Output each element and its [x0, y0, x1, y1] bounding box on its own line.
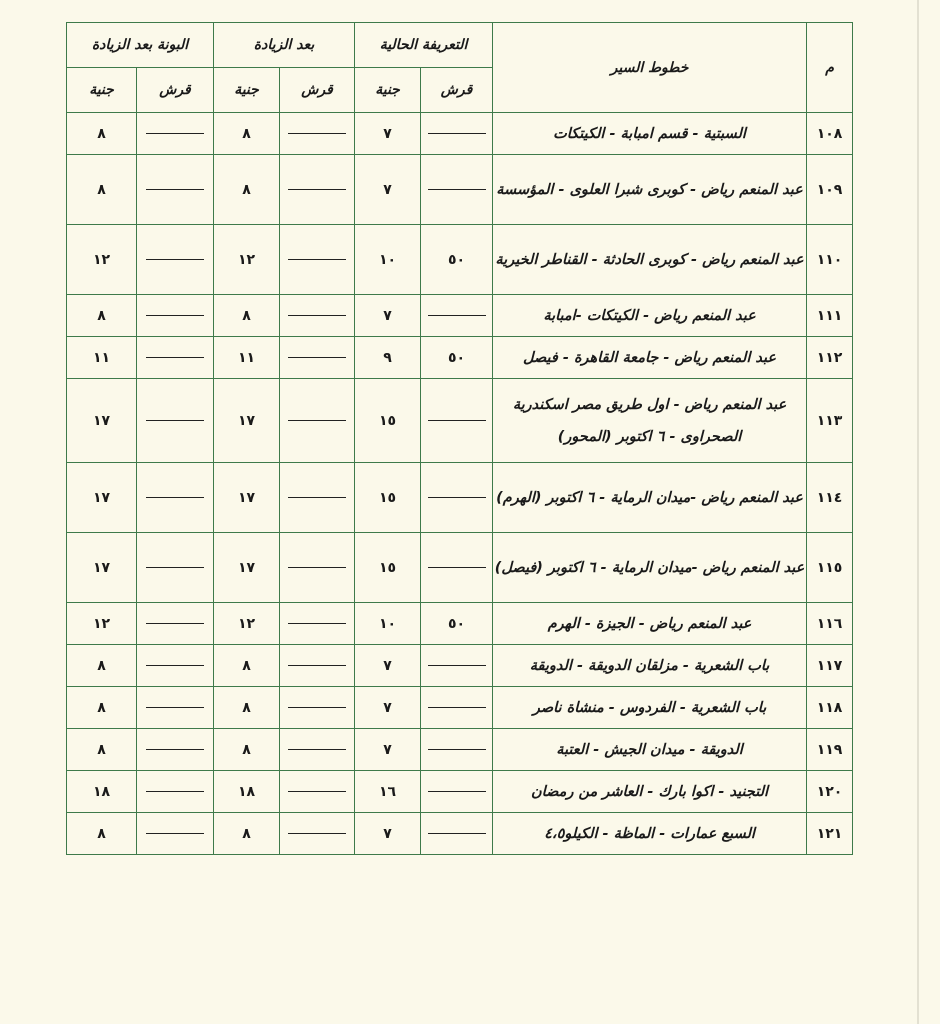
current-pound-cell: ٧	[355, 113, 421, 155]
route-name: عبد المنعم رياض -ميدان الرماية - ٦ اكتوبر (فيصل)	[493, 533, 807, 603]
route-number: ١١١	[807, 295, 853, 337]
coupon-pound-cell: ١٨	[67, 771, 137, 813]
after-pound-cell: ١٧	[214, 379, 280, 463]
empty-dash-mark	[146, 133, 204, 134]
current-piaster-cell	[421, 645, 493, 687]
coupon-pound-cell: ١٧	[67, 379, 137, 463]
coupon-piaster-cell	[137, 463, 214, 533]
empty-dash-mark	[428, 791, 486, 792]
route-number: ١٢١	[807, 813, 853, 855]
header-index: م	[807, 23, 853, 113]
empty-dash-mark	[288, 420, 346, 421]
route-name: الدويقة - ميدان الجيش - العتبة	[493, 729, 807, 771]
table-row	[67, 645, 853, 687]
route-name: عبد المنعم رياض -ميدان الرماية - ٦ اكتوبر (الهرم)	[493, 463, 807, 533]
coupon-pound-cell: ١٢	[67, 603, 137, 645]
after-piaster-cell	[280, 337, 355, 379]
current-pound-cell: ١٠	[355, 603, 421, 645]
after-pound-cell: ٨	[214, 155, 280, 225]
after-piaster-cell	[280, 645, 355, 687]
empty-dash-mark	[428, 420, 486, 421]
current-piaster-cell	[421, 533, 493, 603]
table-row	[67, 771, 853, 813]
route-name: التجنيد - اكوا بارك - العاشر من رمضان	[493, 771, 807, 813]
table-row	[67, 225, 853, 295]
route-number: ١١٥	[807, 533, 853, 603]
empty-dash-mark	[288, 833, 346, 834]
after-piaster-cell	[280, 113, 355, 155]
header-after-increase: بعد الزيادة	[214, 23, 355, 68]
coupon-pound-cell: ٨	[67, 295, 137, 337]
coupon-pound-cell: ٨	[67, 155, 137, 225]
header-coupon-after-increase: البونة بعد الزيادة	[67, 23, 214, 68]
route-number: ١١٣	[807, 379, 853, 463]
header-current-piaster: قرش	[421, 68, 493, 113]
current-piaster-cell	[421, 155, 493, 225]
coupon-piaster-cell	[137, 603, 214, 645]
after-piaster-cell	[280, 463, 355, 533]
after-pound-cell: ٨	[214, 645, 280, 687]
empty-dash-mark	[428, 665, 486, 666]
coupon-piaster-cell	[137, 729, 214, 771]
route-number: ١١٧	[807, 645, 853, 687]
current-pound-cell: ٧	[355, 645, 421, 687]
header-after-piaster: قرش	[280, 68, 355, 113]
route-name: عبد المنعم رياض - كوبرى الحادثة - القناطر الخيرية	[493, 225, 807, 295]
after-pound-cell: ٨	[214, 295, 280, 337]
route-number: ١١٠	[807, 225, 853, 295]
page-edge-line	[917, 0, 919, 1024]
after-piaster-cell	[280, 603, 355, 645]
after-pound-cell: ٨	[214, 687, 280, 729]
coupon-piaster-cell	[137, 533, 214, 603]
table-row	[67, 155, 853, 225]
after-piaster-cell	[280, 729, 355, 771]
coupon-piaster-cell	[137, 687, 214, 729]
after-pound-cell: ١٧	[214, 463, 280, 533]
table-row	[67, 337, 853, 379]
current-pound-cell: ٩	[355, 337, 421, 379]
after-piaster-cell	[280, 295, 355, 337]
empty-dash-mark	[428, 315, 486, 316]
current-pound-cell: ١٥	[355, 463, 421, 533]
current-pound-cell: ٧	[355, 729, 421, 771]
empty-dash-mark	[146, 567, 204, 568]
coupon-piaster-cell	[137, 771, 214, 813]
empty-dash-mark	[146, 357, 204, 358]
coupon-pound-cell: ١٧	[67, 463, 137, 533]
empty-dash-mark	[288, 133, 346, 134]
current-pound-cell: ٧	[355, 295, 421, 337]
coupon-piaster-cell	[137, 379, 214, 463]
empty-dash-mark	[146, 749, 204, 750]
route-number: ١١٢	[807, 337, 853, 379]
route-name: عبد المنعم رياض - اول طريق مصر اسكندرية الصحراوى - ٦ اكتوبر (المحور)	[493, 379, 807, 463]
empty-dash-mark	[428, 707, 486, 708]
route-name: عبد المنعم رياض - الجيزة - الهرم	[493, 603, 807, 645]
table-row	[67, 379, 853, 463]
after-pound-cell: ٨	[214, 113, 280, 155]
header-current-pound: جنية	[355, 68, 421, 113]
after-pound-cell: ٨	[214, 729, 280, 771]
route-name: عبد المنعم رياض - الكيتكات -امبابة	[493, 295, 807, 337]
route-number: ١٠٩	[807, 155, 853, 225]
header-after-pound: جنية	[214, 68, 280, 113]
coupon-pound-cell: ٨	[67, 645, 137, 687]
empty-dash-mark	[288, 707, 346, 708]
route-name: عبد المنعم رياض - جامعة القاهرة - فيصل	[493, 337, 807, 379]
empty-dash-mark	[146, 420, 204, 421]
empty-dash-mark	[428, 567, 486, 568]
coupon-piaster-cell	[137, 155, 214, 225]
empty-dash-mark	[146, 623, 204, 624]
fare-table	[66, 22, 853, 855]
empty-dash-mark	[288, 497, 346, 498]
current-piaster-cell: ٥٠	[421, 225, 493, 295]
current-piaster-cell	[421, 379, 493, 463]
empty-dash-mark	[428, 497, 486, 498]
table-row	[67, 113, 853, 155]
route-name: السبتية - قسم امبابة - الكيتكات	[493, 113, 807, 155]
after-piaster-cell	[280, 155, 355, 225]
route-name: السبع عمارات - الماظة - الكيلو٤،٥	[493, 813, 807, 855]
fare-table-container	[66, 22, 852, 855]
coupon-pound-cell: ١١	[67, 337, 137, 379]
table-row	[67, 463, 853, 533]
route-number: ١١٤	[807, 463, 853, 533]
empty-dash-mark	[146, 189, 204, 190]
current-pound-cell: ٧	[355, 687, 421, 729]
empty-dash-mark	[288, 357, 346, 358]
coupon-pound-cell: ٨	[67, 729, 137, 771]
route-number: ١٢٠	[807, 771, 853, 813]
empty-dash-mark	[288, 259, 346, 260]
header-coupon-piaster: قرش	[137, 68, 214, 113]
after-piaster-cell	[280, 379, 355, 463]
empty-dash-mark	[288, 749, 346, 750]
coupon-piaster-cell	[137, 295, 214, 337]
after-pound-cell: ١٨	[214, 771, 280, 813]
after-piaster-cell	[280, 813, 355, 855]
header-coupon-pound: جنية	[67, 68, 137, 113]
current-piaster-cell	[421, 463, 493, 533]
empty-dash-mark	[288, 189, 346, 190]
table-row	[67, 295, 853, 337]
table-row	[67, 533, 853, 603]
current-pound-cell: ٧	[355, 813, 421, 855]
route-number: ١١٦	[807, 603, 853, 645]
after-pound-cell: ٨	[214, 813, 280, 855]
empty-dash-mark	[428, 133, 486, 134]
route-number: ١٠٨	[807, 113, 853, 155]
empty-dash-mark	[288, 665, 346, 666]
table-row	[67, 729, 853, 771]
current-pound-cell: ٧	[355, 155, 421, 225]
current-piaster-cell	[421, 295, 493, 337]
header-current-fare: التعريفة الحالية	[355, 23, 493, 68]
empty-dash-mark	[146, 791, 204, 792]
current-pound-cell: ١٠	[355, 225, 421, 295]
after-piaster-cell	[280, 687, 355, 729]
after-pound-cell: ١١	[214, 337, 280, 379]
after-pound-cell: ١٢	[214, 603, 280, 645]
empty-dash-mark	[146, 707, 204, 708]
current-piaster-cell	[421, 813, 493, 855]
coupon-piaster-cell	[137, 813, 214, 855]
route-number: ١١٨	[807, 687, 853, 729]
empty-dash-mark	[146, 665, 204, 666]
empty-dash-mark	[428, 189, 486, 190]
current-piaster-cell	[421, 113, 493, 155]
route-number: ١١٩	[807, 729, 853, 771]
header-route: خطوط السير	[493, 23, 807, 113]
empty-dash-mark	[146, 315, 204, 316]
empty-dash-mark	[428, 749, 486, 750]
coupon-piaster-cell	[137, 113, 214, 155]
after-pound-cell: ١٧	[214, 533, 280, 603]
table-row	[67, 603, 853, 645]
empty-dash-mark	[288, 567, 346, 568]
fare-table-body	[67, 113, 853, 855]
current-piaster-cell: ٥٠	[421, 603, 493, 645]
coupon-pound-cell: ١٢	[67, 225, 137, 295]
current-pound-cell: ١٦	[355, 771, 421, 813]
empty-dash-mark	[146, 833, 204, 834]
table-row	[67, 687, 853, 729]
table-row	[67, 813, 853, 855]
current-piaster-cell: ٥٠	[421, 337, 493, 379]
empty-dash-mark	[146, 497, 204, 498]
empty-dash-mark	[288, 315, 346, 316]
route-name: باب الشعرية - الفردوس - منشاة ناصر	[493, 687, 807, 729]
route-name: عبد المنعم رياض - كوبرى شبرا العلوى - المؤسسة	[493, 155, 807, 225]
empty-dash-mark	[146, 259, 204, 260]
after-piaster-cell	[280, 225, 355, 295]
empty-dash-mark	[428, 833, 486, 834]
coupon-piaster-cell	[137, 225, 214, 295]
current-piaster-cell	[421, 687, 493, 729]
current-piaster-cell	[421, 771, 493, 813]
current-pound-cell: ١٥	[355, 533, 421, 603]
after-pound-cell: ١٢	[214, 225, 280, 295]
empty-dash-mark	[288, 623, 346, 624]
coupon-pound-cell: ١٧	[67, 533, 137, 603]
empty-dash-mark	[288, 791, 346, 792]
coupon-pound-cell: ٨	[67, 113, 137, 155]
route-name: باب الشعرية - مزلقان الدويقة - الدويقة	[493, 645, 807, 687]
coupon-pound-cell: ٨	[67, 687, 137, 729]
coupon-piaster-cell	[137, 645, 214, 687]
after-piaster-cell	[280, 533, 355, 603]
after-piaster-cell	[280, 771, 355, 813]
current-pound-cell: ١٥	[355, 379, 421, 463]
coupon-pound-cell: ٨	[67, 813, 137, 855]
current-piaster-cell	[421, 729, 493, 771]
coupon-piaster-cell	[137, 337, 214, 379]
